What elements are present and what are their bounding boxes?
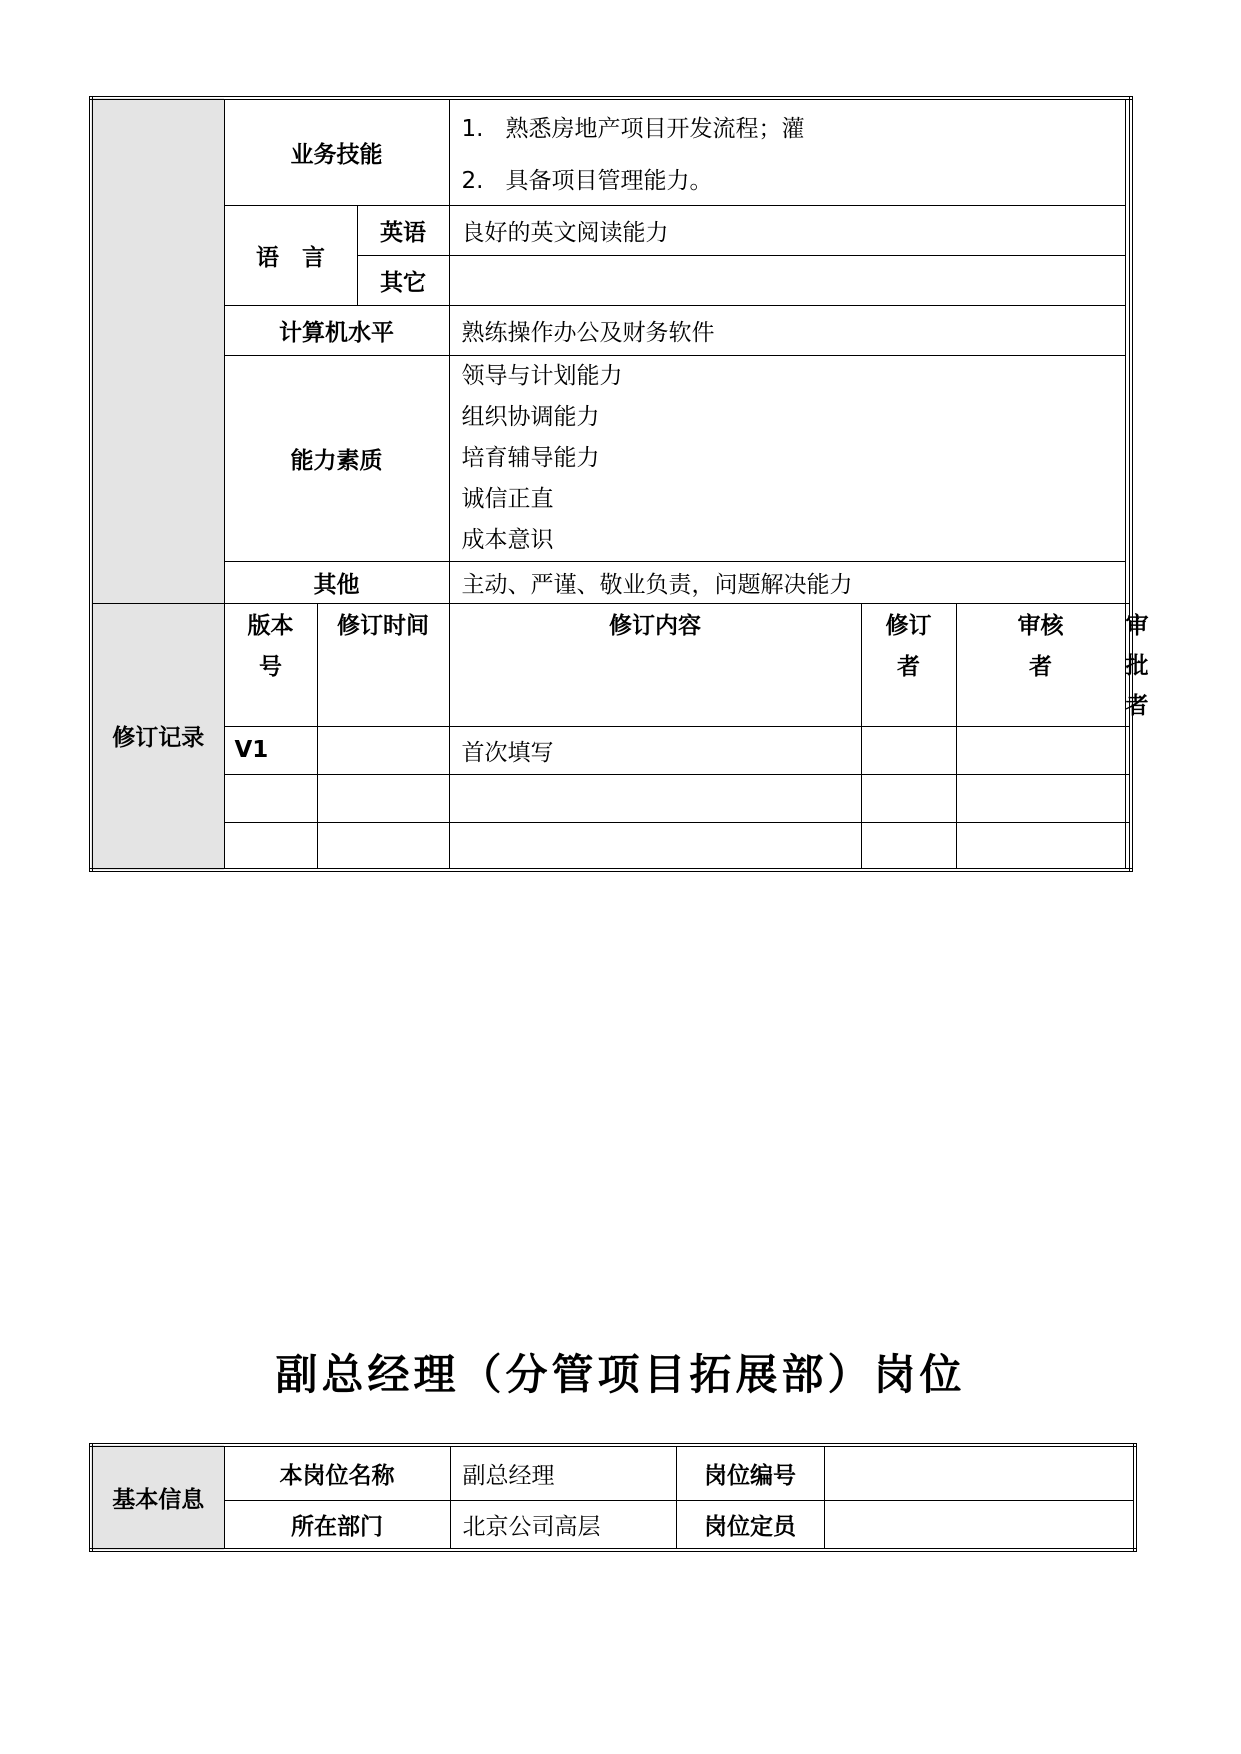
revision-time-cell bbox=[317, 774, 449, 822]
revision-header-row bbox=[91, 603, 1131, 726]
language-english-row bbox=[91, 205, 1131, 255]
header-text: 者 bbox=[897, 653, 920, 680]
revision-approver-cell bbox=[1125, 774, 1131, 822]
ability-label: 能力素质 bbox=[224, 355, 449, 561]
ability-item: 诚信正直 bbox=[461, 485, 554, 512]
business-skill-value bbox=[449, 98, 1125, 205]
revision-reviewer-cell bbox=[956, 726, 1125, 774]
business-skill-row bbox=[91, 98, 1131, 205]
ability-row bbox=[91, 355, 1131, 561]
department-label: 所在部门 bbox=[224, 1500, 450, 1550]
position-code-value bbox=[824, 1445, 1135, 1500]
computer-label: 计算机水平 bbox=[224, 305, 449, 355]
list-number: 1. bbox=[461, 116, 484, 142]
revision-section-label: 修订记录 bbox=[91, 603, 224, 870]
header-text: 者 bbox=[1029, 653, 1052, 680]
revision-reviewer-cell bbox=[956, 822, 1125, 870]
business-skill-item-2-text: 具备项目管理能力。 bbox=[505, 168, 713, 194]
header-text: 修订 bbox=[885, 612, 932, 639]
revision-time-cell bbox=[317, 726, 449, 774]
revision-header-version bbox=[224, 603, 317, 726]
ability-value bbox=[449, 355, 1125, 561]
revision-approver-cell bbox=[1125, 726, 1131, 774]
business-skill-item-2 bbox=[462, 160, 1125, 202]
basic-info-table bbox=[89, 1443, 1137, 1552]
revision-header-time: 修订时间 bbox=[317, 603, 449, 726]
revision-reviser-cell bbox=[861, 726, 956, 774]
other-language-value bbox=[449, 255, 1125, 305]
revision-reviser-cell bbox=[861, 774, 956, 822]
skills-table bbox=[89, 96, 1149, 872]
revision-content-cell bbox=[449, 822, 861, 870]
position-code-label: 岗位编号 bbox=[676, 1445, 824, 1500]
revision-time-cell bbox=[317, 822, 449, 870]
language-label: 语 言 bbox=[224, 205, 357, 305]
header-text: 号 bbox=[259, 653, 282, 680]
revision-reviser-cell bbox=[861, 822, 956, 870]
headcount-label: 岗位定员 bbox=[676, 1500, 824, 1550]
other-row bbox=[91, 561, 1131, 603]
revision-content-cell: 首次填写 bbox=[449, 726, 861, 774]
other-label: 其他 bbox=[224, 561, 449, 603]
ability-item: 成本意识 bbox=[461, 526, 554, 553]
revision-approver-cell bbox=[1125, 822, 1131, 870]
revision-header-reviser bbox=[861, 603, 956, 726]
basic-info-row-1 bbox=[91, 1445, 1135, 1500]
business-skill-label: 业务技能 bbox=[224, 98, 449, 205]
left-blank-gray-cell bbox=[91, 98, 224, 603]
revision-header-approver: 审批者 bbox=[1125, 603, 1131, 726]
computer-value: 熟练操作办公及财务软件 bbox=[449, 305, 1125, 355]
business-skill-item-1-text: 熟悉房地产项目开发流程；灌 bbox=[505, 116, 805, 142]
revision-version-cell bbox=[224, 774, 317, 822]
english-label: 英语 bbox=[357, 205, 449, 255]
other-value: 主动、严谨、敬业负责，问题解决能力 bbox=[449, 561, 1125, 603]
header-text: 版本 bbox=[247, 612, 294, 639]
revision-content-cell bbox=[449, 774, 861, 822]
revision-reviewer-cell bbox=[956, 774, 1125, 822]
other-language-label: 其它 bbox=[357, 255, 449, 305]
list-number: 2. bbox=[461, 168, 484, 194]
table-row bbox=[91, 726, 1131, 774]
table-row bbox=[91, 774, 1131, 822]
revision-header-content: 修订内容 bbox=[449, 603, 861, 726]
revision-version-cell: V1 bbox=[224, 726, 317, 774]
revision-header-reviewer bbox=[956, 603, 1125, 726]
headcount-value bbox=[824, 1500, 1135, 1550]
computer-row bbox=[91, 305, 1131, 355]
header-text: 审核 bbox=[1017, 612, 1064, 639]
business-skill-item-1 bbox=[462, 108, 1125, 150]
position-name-label: 本岗位名称 bbox=[224, 1445, 450, 1500]
page-title: 副总经理（分管项目拓展部）岗位 bbox=[275, 1350, 966, 1399]
basic-info-row-2 bbox=[91, 1500, 1135, 1550]
position-name-value: 副总经理 bbox=[450, 1445, 676, 1500]
revision-version-cell bbox=[224, 822, 317, 870]
basic-info-section-label: 基本信息 bbox=[91, 1445, 224, 1550]
ability-item: 培育辅导能力 bbox=[461, 444, 600, 471]
department-value: 北京公司高层 bbox=[450, 1500, 676, 1550]
english-value: 良好的英文阅读能力 bbox=[449, 205, 1125, 255]
ability-item: 领导与计划能力 bbox=[461, 362, 623, 389]
ability-item: 组织协调能力 bbox=[461, 403, 600, 430]
table-row bbox=[91, 822, 1131, 870]
